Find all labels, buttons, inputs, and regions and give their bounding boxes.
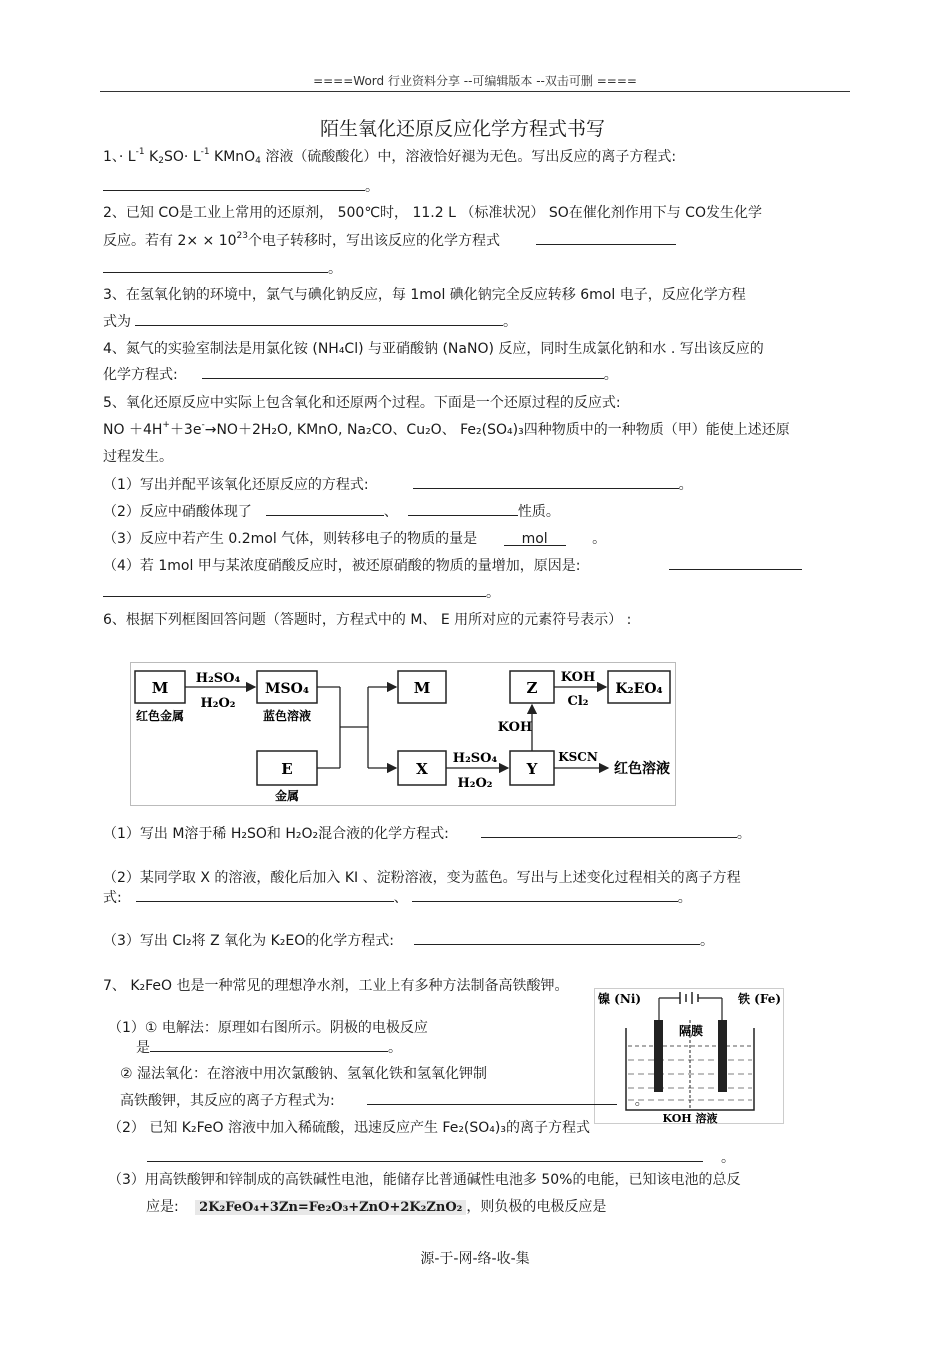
- q5-line3: 过程发生。: [103, 449, 173, 465]
- q6-line1: 6、根据下列框图回答问题（答题时，方程式中的 M、 E 用所对应的元素符号表示） :: [103, 612, 632, 628]
- q5-p2-blank-b: [408, 501, 518, 516]
- q6-part2-line1: （2）某同学取 X 的溶液，酸化后加入 KI 、淀粉溶液，变为蓝色。写出与上述变化过程相关的离子方程: [103, 870, 741, 886]
- header-rule: [100, 91, 850, 92]
- q4-line1: 4、氮气的实验室制法是用氯化铵 (NH₄Cl) 与亚硝酸钠 (NaNO) 反应，同时生成氯化钠和水 . 写出该反应的: [103, 341, 764, 357]
- label-M: M: [151, 679, 169, 697]
- q5-p4-blank-a: [669, 555, 802, 570]
- q6-part1[interactable]: （1）写出 M溶于稀 H₂SO和 H₂O₂混合液的化学方程式: 。: [103, 823, 751, 843]
- q5-p2-blank-a: [266, 501, 384, 516]
- q5-part4-answer[interactable]: 。: [103, 582, 500, 602]
- q4-blank: [202, 364, 604, 379]
- q3-blank: [135, 311, 503, 326]
- q5-part2[interactable]: （2）反应中硝酸体现了 、 性质。: [103, 501, 560, 521]
- label-Y: Y: [526, 760, 538, 778]
- label-X: X: [416, 760, 428, 778]
- q6-part3[interactable]: （3）写出 Cl₂将 Z 氧化为 K₂EO的化学方程式: 。: [103, 930, 714, 950]
- q7-p2-blank: [147, 1147, 703, 1162]
- label-h2o2-b: H₂O₂: [457, 776, 493, 791]
- label-Z: Z: [526, 679, 538, 697]
- q2-blank-b: [103, 258, 328, 273]
- q2-blank-a: [536, 230, 676, 245]
- label-kscn: KSCN: [558, 750, 598, 764]
- q3-line2[interactable]: 式为 。: [103, 311, 517, 331]
- q4-line2[interactable]: 化学方程式: 。: [103, 364, 618, 384]
- q6-p2-blank-b: [412, 887, 678, 902]
- nickel-electrode: [654, 1020, 663, 1092]
- q2-line2: 反应。若有 $2\times \times 10^{23}$个电子转移时，写出该反应的化学方程式: [103, 230, 676, 250]
- label-K2EO4: K₂EO₄: [615, 681, 663, 697]
- page-footer: 源-于-网-络-收-集: [420, 1251, 530, 1267]
- q5-line2: NO ＋4H+＋3e-→NO＋2H₂O, KMnO, Na₂CO、Cu₂O、 Fe₂(SO₄)₃四种物质中的一种物质（甲）能使上述还原: [103, 420, 790, 438]
- label-blue-solution: 蓝色溶液: [262, 709, 312, 723]
- q1-answer[interactable]: 。: [103, 176, 379, 196]
- q7-part3-line2: 应是: 2K₂FeO₄+3Zn=Fe₂O₃+ZnO+2K₂ZnO₂ ，则负极的电极反应是: [146, 1199, 607, 1215]
- label-koh-up: KOH: [497, 720, 533, 735]
- q5-part3[interactable]: （3）反应中若产生 0.2mol 气体，则转移电子的物质的量是 mol 。: [103, 531, 607, 547]
- q2-line1: 2、已知 CO是工业上常用的还原剂， 500℃时， 11.2 L （标准状况） SO在催化剂作用下与 CO发生化学: [103, 205, 762, 221]
- q7-p1-blank-a: [150, 1037, 388, 1052]
- q5-part4[interactable]: （4）若 1mol 甲与某浓度硝酸反应时，被还原硝酸的物质的量增加，原因是:: [103, 555, 802, 575]
- q3-line1: 3、在氢氧化钠的环境中，氯气与碘化钠反应，每 1mol 碘化钠完全反应转移 6mol 电子，反应化学方程: [103, 287, 746, 303]
- q7-p1-blank-b: [367, 1090, 617, 1105]
- label-koh: KOH: [560, 670, 596, 685]
- label-h2o2: H₂O₂: [200, 696, 236, 711]
- q7-part2-answer[interactable]: 。: [147, 1147, 735, 1167]
- q1-line1: 1、· $L^{-1}$ $K_2SO\cdot L^{-1}$ KMnO$_4$ 溶液（硫酸酸化）中，溶液恰好褪为无色。写出反应的离子方程式:: [103, 147, 677, 166]
- q5-p4-blank-b: [103, 582, 486, 597]
- label-E: E: [281, 760, 293, 778]
- label-h2so4-b: H₂SO₄: [452, 751, 498, 766]
- q7-part1-line2[interactable]: 是 。: [136, 1037, 402, 1057]
- label-koh-solution: KOH 溶液: [662, 1112, 718, 1124]
- q6-p2-blank-a: [136, 887, 394, 902]
- label-MSO4: MSO₄: [265, 681, 309, 697]
- label-h2so4: H₂SO₄: [195, 671, 241, 686]
- q7-part1-line3: ② 湿法氧化：在溶液中用次氯酸钠、氢氧化铁和氢氧化钾制: [120, 1066, 487, 1082]
- label-nickel: 镍 (Ni): [598, 992, 642, 1006]
- label-iron: 铁 (Fe): [738, 992, 782, 1006]
- q2-answer[interactable]: 。: [103, 258, 342, 278]
- q7-part1-line1: （1）① 电解法：原理如右图所示。阴极的电极反应: [108, 1020, 428, 1036]
- q5-p1-blank: [413, 474, 679, 489]
- label-metal: 金属: [274, 789, 300, 803]
- page-header: ====Word 行业资料分享 --可编辑版本 --双击可删 ====: [313, 74, 637, 88]
- q7-part1-line4[interactable]: 高铁酸钾，其反应的离子方程式为: 。: [120, 1090, 649, 1110]
- battery-equation: 2K₂FeO₄+3Zn=Fe₂O₃+ZnO+2K₂ZnO₂: [195, 1200, 466, 1215]
- q7-part2: （2） 已知 K₂FeO 溶液中加入稀硫酸，迅速反应产生 Fe₂(SO₄)₃的离子方程式: [108, 1120, 590, 1136]
- q5-line1: 5、氧化还原反应中实际上包含氧化和还原两个过程。下面是一个还原过程的反应式:: [103, 395, 621, 411]
- iron-electrode: [718, 1020, 727, 1092]
- q5-part1[interactable]: （1）写出并配平该氧化还原反应的方程式: 。: [103, 474, 693, 494]
- q5-p3-blank: mol: [504, 531, 566, 546]
- q6-part2-line2[interactable]: 式: 、 。: [103, 887, 692, 907]
- label-red-metal: 红色金属: [135, 709, 185, 723]
- q6-flow-diagram: [130, 662, 676, 806]
- label-cl2: Cl₂: [567, 694, 589, 709]
- q1-blank: [103, 176, 365, 191]
- label-red-solution: 红色溶液: [614, 761, 670, 777]
- q6-p1-blank: [481, 823, 737, 838]
- label-M-product: M: [413, 679, 431, 697]
- document-title: 陌生氧化还原反应化学方程式书写: [319, 118, 605, 140]
- q7-line1: 7、 K₂FeO 也是一种常见的理想净水剂，工业上有多种方法制备高铁酸钾。: [103, 978, 569, 994]
- label-membrane: 隔膜: [678, 1024, 704, 1038]
- q6-p3-blank: [414, 930, 700, 945]
- q7-part3-line1: （3）用高铁酸钾和锌制成的高铁碱性电池，能储存比普通碱性电池多 50%的电能，已知该电池的总反: [108, 1172, 741, 1188]
